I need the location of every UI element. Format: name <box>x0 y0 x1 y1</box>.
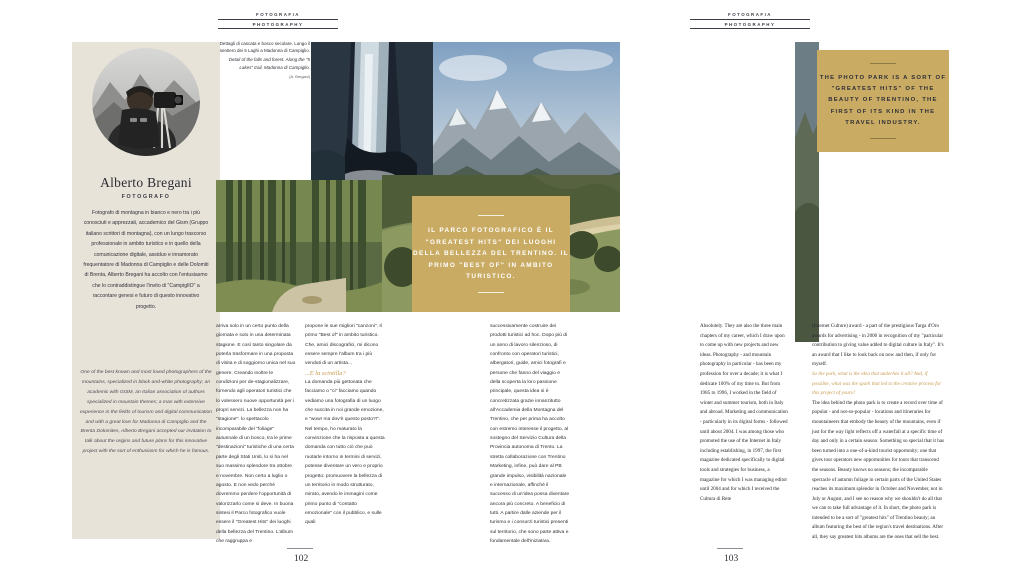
body-text: Absolutely. They are also the three main chapters of my career, which I draw upon to come up with new projects and new ideas. Photography - and mountain photography in particular - has been my profession for over a decade; it is what I dedicate 100% of my time to. But from 1985 to 1996, I worked in the field of winter and summer tourism, both in Italy and abroad. Marketing and communication - particularly in its digital forms - followed until about 2004. I was among those who promoted the use of the Internet in Italy including establishing, in 1997, the first magazine dedicated specifically to digital tools and strategies for business, a magazine for which I was managing editor until 2004 and for which I received the Cultura di Rete <box>700 323 788 502</box>
body-column-italian-3 <box>490 322 570 546</box>
photo-credit: (A. Bregani) <box>289 73 310 79</box>
page-number-rule-left <box>287 548 313 549</box>
running-header-left <box>218 12 338 29</box>
running-header-right <box>690 12 810 29</box>
body-column-italian-1 <box>216 322 296 546</box>
running-header-italian: FOTOGRAFIA <box>218 12 338 20</box>
photo-right-edge-strip <box>795 42 819 342</box>
photo-caption-italian: Dettagli di cascata e bosco secolare. Lungo il sentiero dei 5 Laghi a Madonna di Campiglio. <box>219 41 310 54</box>
body-column-english-2 <box>812 322 945 543</box>
body-text: The idea behind the photo park is to create a record over time of popular - and not-so-popular - locations and itineraries for mountaineers that embody the beauty of the mountains, even if just for the way light reflects off a waterfall at a specific time of day and only in a certain season. Something so special that it has been turned into a one-of-a-kind tourist opportunity; one that gives tour operators new opportunities for tours that transcend the seasons. Beauty knows no seasons; the incomparable spectacle of autumn foliage in certain parts of the United States reaches its maximum splendor in October and November, not in July or August, and I see no reason why we shouldn't do all that we can to take full advantage of it. In short, the photo park is intended to be a sort of "greatest hits" of Trentino beauty; an album featuring the best of the region's travel destinations. After all, they say greatest hits albums are the ones that sell the best. <box>812 399 944 541</box>
pullquote-italian-text: IL PARCO FOTOGRAFICO È IL "GREATEST HITS" DEI LUOGHI DELLA BELLEZZA DEL TRENTINO. IL PRIMO "BEST OF" IN AMBITO TURISTICO. <box>413 227 569 281</box>
body-text: propone le sue migliori "canzoni". Il primo "Best of" in ambito turistico. Che, amici discografici, mi dicono essere sempre l'album tra i più venduti di un artista... <box>305 324 382 367</box>
author-role: FOTOGRAFO <box>121 194 171 200</box>
pullquote-rule-top <box>478 215 504 216</box>
author-bio-italian: Fotografo di montagna in bianco e nero tra i più conosciuti e apprezzati, accademico del Gism (Gruppo italiano scrittori di montagna), con un lungo trascorso professionale in ambito turistico e in quello della comunicazione digitale, assiduo e innamorato frequentatore di Madonna di Campiglio e delle Dolomiti di Brenta, Alberto Bregani ha accolto con l'entusiasmo che lo contraddistingue l'invito di "CampiglIO" a raccontare genesi e futuro di questo innovativo progetto. <box>83 210 209 310</box>
pullquote-english <box>817 50 949 152</box>
body-text: successivamente costruire dei prodotti turistici ad hoc. Dopo più di un anno di lavoro silenzioso, di confronto con operatori turistici, albergatori, guide, amici fotografi e persone che fanno del viaggio e della scoperta la loro passione principale, questa idea si è concretizzata grazie innanzitutto all'Accademia della Montagna del Trentino, che per prima ha accolto con estremo interesse il progetto, al sostegno del Servizio Cultura della Provincia autonoma di Trento. La stretta collaborazione con Trentino Marketing, infine, può dare al PB grande impulso, visibilità nazionale e internazionale, affinché il successo di un'idea possa diventare ancora più concreto. A beneficio di tutti. A partire dalle aziende per il turismo e i consorzi turistici presenti sul territorio, che sono parte attiva e fondamentale dell'iniziativa. <box>490 324 570 544</box>
running-header-italian: FOTOGRAFIA <box>690 12 810 20</box>
page-number-left: 102 <box>294 554 309 564</box>
running-header-english: PHOTOGRAPHY <box>218 20 338 29</box>
body-text: La domanda più gettonata che facciamo o "ci" facciamo quando vediamo una fotografia di un luogo che suscita in noi grande emozione, e "wow! ma dov'è questo posto?!". Nel tempo, ho maturato la convinzione che la risposta a questa domanda con tutto ciò che può ruotarle intorno in termini di servizi, potesse diventare un vero e proprio progetto: promuovere la bellezza di un territorio in modo strutturato, mirato, avendo le immagini come primo punto di "contatto emozionale" con il pubblico, e sulle quali <box>305 380 385 526</box>
photo-caption-english: Detail of the falls and forest. Along the "5 Lakes" trail, Madonna di Campiglio. <box>228 57 310 70</box>
pullquote-rule-bottom <box>478 292 504 293</box>
photo-forest <box>216 180 382 312</box>
pullquote-rule-bottom <box>870 138 896 139</box>
pullquote-english-text: THE PHOTO PARK IS A SORT OF "GREATEST HITS" OF THE BEAUTY OF TRENTINO, THE FIRST OF ITS KIND IN THE TRAVEL INDUSTRY. <box>819 74 947 126</box>
author-name: Alberto Bregani <box>100 175 192 190</box>
body-text: (Internet Culture) award - a part of the prestigious Targa d'Oro awards for advertising - in 2000 in recognition of my "particular contribution to giving value added to digital culture in Italy". It's an award that I like to look back on now and then, if only for myself. <box>812 323 944 368</box>
subheading-italian: ...E la scintilla? <box>305 369 346 377</box>
body-column-english-1 <box>700 322 788 504</box>
pullquote-italian <box>412 196 570 312</box>
body-column-italian-2 <box>305 322 385 528</box>
author-portrait <box>92 48 200 156</box>
body-text: arriva solo in un certo punto della giornata e solo in una determinata stagione. E così tanto singolare da poterla trasformare in una proposta di visita e di soggiorno unica nel suo genere. Creando inoltre le condizioni per de-stagionalizzare, fornendo agli operatori turistici che lo volessero nuove opportunità per i propri servizi. La bellezza non ha "stagione": lo spettacolo incomparabile del "foliage" autunnale di un bosco, tra le prime "destinazioni" turistiche di una certa parte degli Stati Uniti, lo si ha nel suo massimo splendore tra ottobre e novembre. Non certo a luglio o agosto. E non vedo perché dovremmo perdere l'opportunità di valorizzarlo come si deve. In buona sintesi il Parco fotografico vuole essere il "Greatest Hits" dei luoghi della bellezza del Trentino. L'album che raggruppa e <box>216 324 296 544</box>
photo-caption <box>214 40 310 79</box>
page-number-rule-right <box>717 548 743 549</box>
photo-waterfall <box>311 42 433 187</box>
interview-question-english: So the park, what is the idea that underlies it all? And, if possible, what was the spark that led to the creative process for this project of yours? <box>812 370 942 397</box>
pullquote-rule-top <box>870 63 896 64</box>
running-header-english: PHOTOGRAPHY <box>690 20 810 29</box>
author-bio-english: One of the best known and most loved photographers of the mountains, specialized in black-and-white photography; an academic with GISM, an Italian association of authors specialized in mountain themes; a man with extensive experience in the fields of tourism and digital communication and with a great love for Madonna di Campiglio and the Brenta Dolomites, Alberto Bregani accepted our invitation to talk about the origins and future plans for this innovative project with the sort of enthusiasm for which he is famous. <box>80 370 213 455</box>
page-number-right: 103 <box>724 554 739 564</box>
